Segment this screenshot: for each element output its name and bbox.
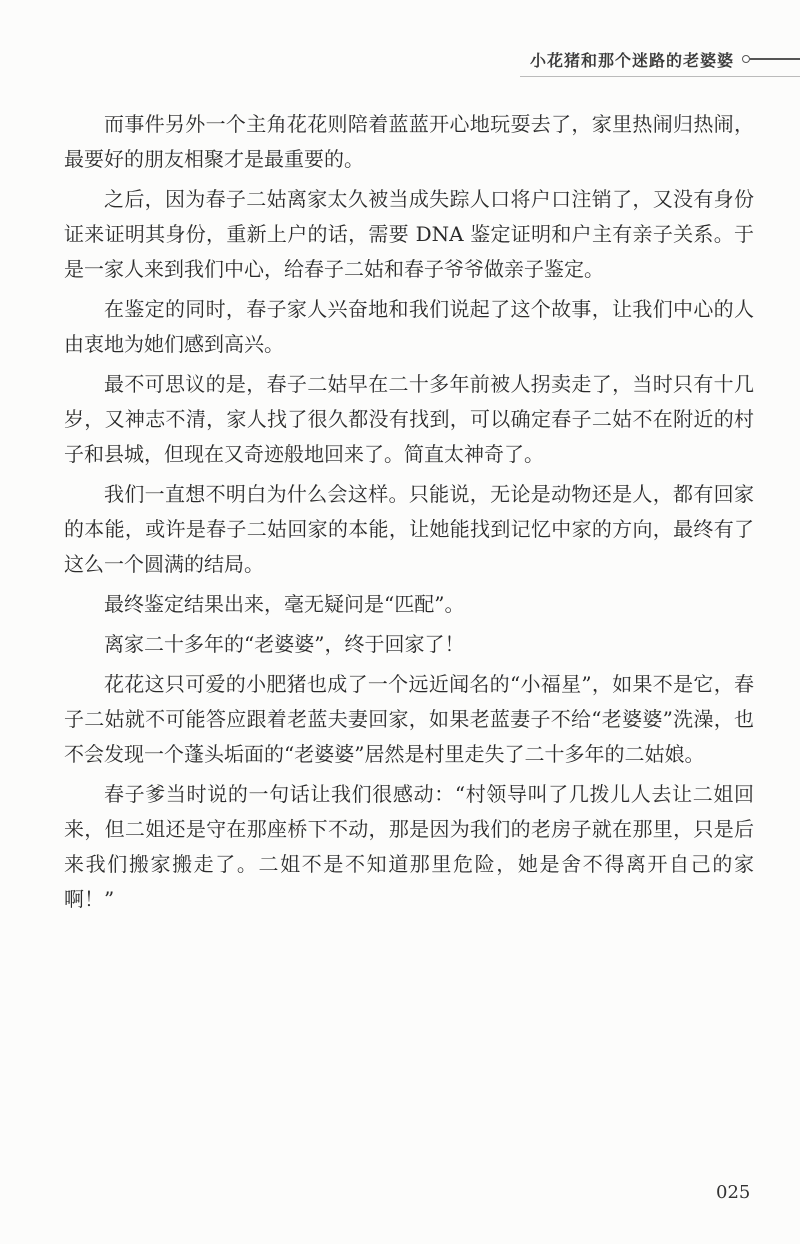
paragraph: 花花这只可爱的小肥猪也成了一个远近闻名的“小福星”，如果不是它，春子二姑就不可能答应跟着老蓝夫妻回家，如果老蓝妻子不给“老婆婆”洗澡，也不会发现一个蓬头垢面的“老婆婆”居然是村里走失了二十多年的二姑娘。 — [64, 672, 754, 766]
header-divider — [520, 76, 800, 77]
paragraph: 最不可思议的是，春子二姑早在二十多年前被人拐卖走了，当时只有十几岁，又神志不清，家人找了很久都没有找到，可以确定春子二姑不在附近的村子和县城，但现在又奇迹般地回来了。简直太神奇了。 — [64, 372, 754, 466]
chapter-title: 小花猪和那个迷路的老婆婆 — [529, 50, 734, 70]
paragraph: 离家二十多年的“老婆婆”，终于回家了！ — [104, 632, 465, 656]
header-ornament-icon — [742, 55, 800, 63]
paragraph: 在鉴定的同时，春子家人兴奋地和我们说起了这个故事，让我们中心的人由衷地为她们感到高兴。 — [64, 297, 754, 356]
page-number: 025 — [716, 1182, 751, 1203]
running-header — [530, 44, 800, 74]
paragraph: 最终鉴定结果出来，毫无疑问是“匹配”。 — [104, 592, 465, 616]
paragraph: 之后，因为春子二姑离家太久被当成失踪人口将户口注销了，又没有身份证来证明其身份，重新上户的话，需要 DNA 鉴定证明和户主有亲子关系。于是一家人来到我们中心，给春子二姑和春子爷爷做亲子鉴定。 — [64, 187, 754, 281]
paragraph: 我们一直想不明白为什么会这样。只能说，无论是动物还是人，都有回家的本能，或许是春子二姑回家的本能，让她能找到记忆中家的方向，最终有了这么一个圆满的结局。 — [64, 482, 754, 576]
paragraph: 春子爹当时说的一句话让我们很感动：“村领导叫了几拨儿人去让二姐回来，但二姐还是守在那座桥下不动，那是因为我们的老房子就在那里，只是后来我们搬家搬走了。二姐不是不知道那里危险，她是舍不得离开自己的家啊！” — [64, 782, 754, 911]
paragraph: 而事件另外一个主角花花则陪着蓝蓝开心地玩耍去了，家里热闹归热闹，最要好的朋友相聚才是最重要的。 — [64, 112, 754, 171]
body-text — [64, 107, 754, 922]
